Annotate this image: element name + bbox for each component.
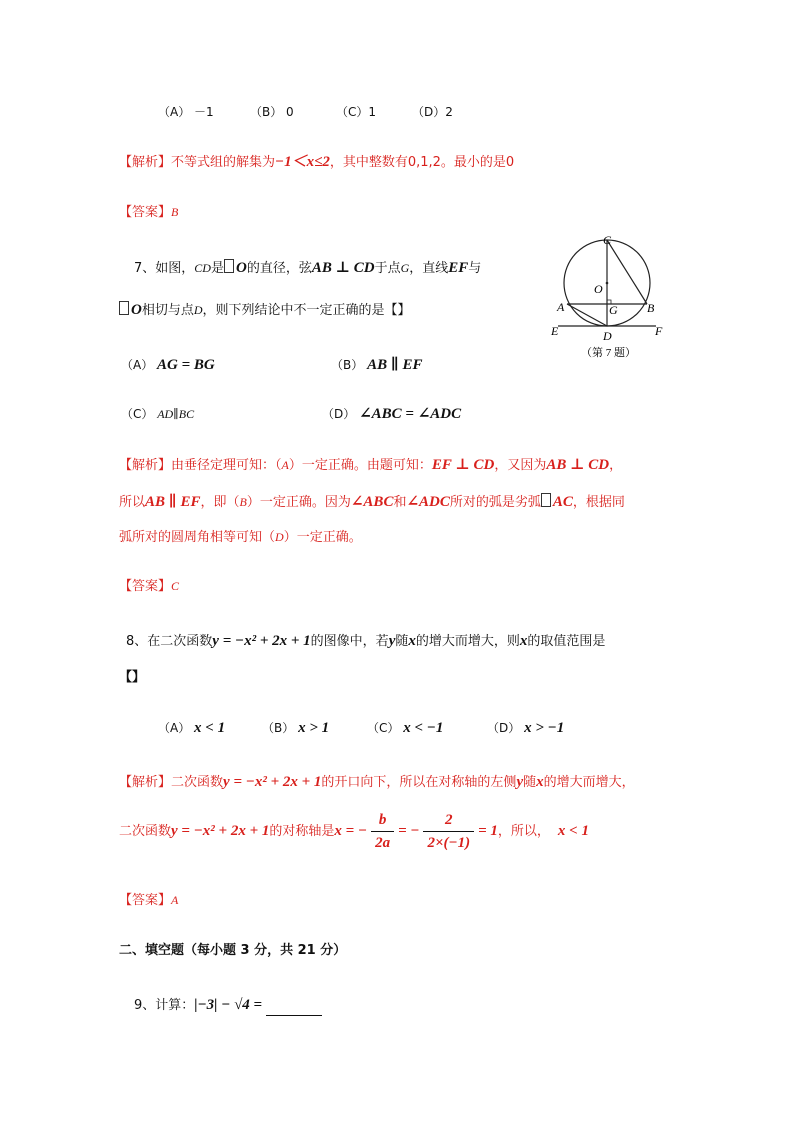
q8-option-d: （D） x > −1 [487, 720, 565, 736]
fraction-b-over-2a: $\frac{b}{2a}$ [371, 811, 394, 852]
q7-analysis-line2: 所以AB ∥ EF，即（B）一定正确。因为∠ABC和∠ADC所对的弧是劣弧 AC，根据同 [119, 494, 625, 510]
label-g: G [609, 303, 618, 317]
label-a: A [557, 300, 565, 314]
q7-stem-line2: O相切与点D，则下列结论中不一定正确的是【】 [119, 300, 411, 321]
figure-caption: （第 7 题） [581, 347, 636, 359]
q8-analysis-line2: 二次函数y = −x² + 2x + 1的对称轴是x = − $\frac{b}{2a}$ = − $\frac{2}{2\times(-1)}$ = 1，所以， x < 1 [119, 812, 589, 851]
q8-option-b: （B） x > 1 [262, 720, 330, 736]
answer-value: A [171, 893, 179, 907]
q6-analysis: 【解析】不等式组的解集为−1＜x≤2，其中整数有0,1,2。最小的是0 [119, 154, 515, 170]
q8-stem: 8、在二次函数y = −x² + 2x + 1的图像中，若y随x的增大而增大，则x的取值范围是 [126, 633, 606, 649]
label-c: C [603, 233, 612, 247]
answer-value: C [171, 579, 180, 593]
arc-symbol-icon [541, 493, 551, 507]
inequality-expr: −1＜x≤2 [275, 154, 330, 170]
q6-answer [119, 202, 178, 223]
q9-stem: 9、计算：|−3| − √4 = [134, 995, 322, 1016]
q7-figure [548, 232, 674, 364]
analysis-tag: 【解析】 [119, 458, 172, 473]
q7-option-d: （D） ∠ABC = ∠ADC [322, 406, 462, 422]
answer-value: B [171, 205, 179, 219]
q8-answer [119, 890, 178, 911]
q7-option-c: （C） AD∥BC [121, 407, 195, 421]
analysis-tag: 【解析】 [119, 775, 172, 790]
q8-bracket: 【】 [119, 670, 146, 685]
q8-option-c: （C） x < −1 [367, 720, 444, 736]
q6-option-c: （C）1 [336, 105, 377, 119]
q7-option-b: （B） AB ∥ EF [331, 357, 423, 373]
section-title: 二、填空题（每小题 3 分，共 21 分） [119, 943, 347, 958]
label-b: B [647, 301, 655, 315]
answer-blank[interactable] [266, 1001, 322, 1016]
fraction-2-over-2x-1: $\frac{2}{2\times(-1)}$ [423, 811, 474, 852]
q6-option-b: （B） 0 [250, 105, 294, 119]
analysis-tag: 【解析】 [119, 155, 172, 170]
q6-option-d: （D）2 [412, 105, 453, 119]
label-e: E [551, 324, 559, 338]
q7-analysis-line1: 【解析】由垂径定理可知：（A）一定正确。由题可知：EF ⊥ CD，又因为AB ⊥ CD， [119, 457, 623, 473]
q7-stem-line1: 7、如图，CD是 O的直径，弦AB ⊥ CD于点G，直线EF与 [134, 260, 482, 276]
answer-tag: 【答案】 [119, 893, 172, 908]
label-o: O [594, 282, 603, 296]
q7-analysis-line3: 弧所对的圆周角相等可知（D）一定正确。 [119, 530, 362, 545]
label-d: D [603, 329, 612, 343]
q7-option-a: （A） AG = BG [121, 357, 215, 373]
label-f: F [655, 324, 663, 338]
answer-tag: 【答案】 [119, 579, 172, 594]
answer-tag: 【答案】 [119, 205, 172, 220]
circle-symbol-icon [119, 301, 129, 315]
q7-answer [119, 576, 179, 597]
q6-option-a: （A） －1 [158, 105, 214, 119]
q8-option-a: （A） x < 1 [158, 720, 226, 736]
circle-symbol-icon [224, 259, 234, 273]
q8-analysis-line1: 【解析】二次函数y = −x² + 2x + 1的开口向下，所以在对称轴的左侧y随x的增大而增大， [119, 774, 635, 790]
